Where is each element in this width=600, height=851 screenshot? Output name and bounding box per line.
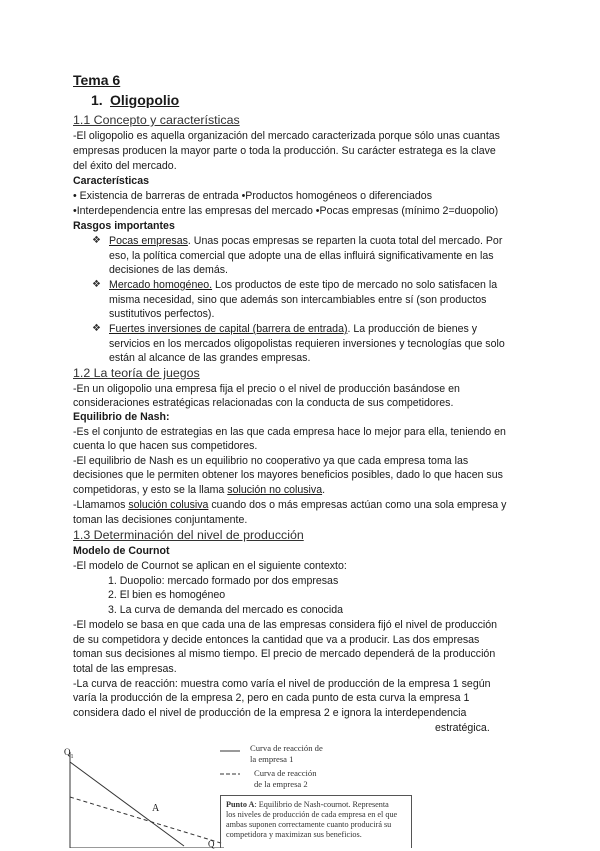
cournot-list-item-3: 3. La curva de demanda del mercado es conocida — [108, 604, 343, 616]
section-1-1-heading: 1.1 Concepto y características — [73, 113, 240, 127]
nash-label: Equilibrio de Nash: — [73, 411, 170, 423]
box-first-rest: : Equilibrio de Nash-cournot. Representa — [254, 800, 389, 809]
nash-2-line-3 — [73, 484, 325, 497]
rasgo-3-line-2: servicios en los mercados oligopolistas requieren inversiones y tecnologías que solo — [109, 338, 505, 350]
section-1-3-heading: 1.3 Determinación del nivel de producción — [73, 528, 304, 542]
s11-intro-line-1: -El oligopolio es aquella organización del mercado caracterizada porque sólo unas cuantas — [73, 130, 500, 142]
colusiva-a: -Llamamos — [73, 499, 129, 511]
rasgo-2-rest: Los productos de este tipo de mercado no solo satisfacen la — [212, 279, 498, 291]
cournot-p1-line-4: total de las empresas. — [73, 663, 177, 675]
rasgo-1-title: Pocas empresas — [109, 235, 188, 247]
rasgo-3-line-3: están al alcance de las grandes empresas. — [109, 352, 311, 364]
box-line-3: ambas suponen correctamente cuanto producirá su — [226, 820, 392, 829]
x-axis-label: Q — [208, 839, 215, 849]
nash-1-line-1: -Es el conjunto de estrategias en las que cada empresa hace lo mejor para ella, teniendo en — [73, 426, 506, 438]
reaction-curve-empresa-2 — [70, 797, 224, 844]
reaction-curve-empresa-1 — [70, 762, 184, 846]
cournot-label: Modelo de Cournot — [73, 545, 170, 557]
rasgo-1-rest: . Unas pocas empresas se reparten la cuota total del mercado. Por — [187, 235, 503, 247]
legend-lines — [220, 748, 242, 778]
s12-intro-line-2: consideraciones estratégicas relacionadas con la conducta de sus competidores. — [73, 397, 454, 409]
title-number: 1. — [91, 92, 103, 108]
nash-1-line-2: cuenta lo que hacen sus competidores. — [73, 440, 258, 452]
diamond-bullet-icon: ❖ — [92, 279, 101, 290]
box-line-4: competidora y maximizan sus beneficios. — [226, 830, 362, 839]
punto-a-box — [220, 795, 412, 848]
nash-2-last-a: competidoras, y esto se la llama — [73, 484, 228, 496]
colusiva-b: cuando dos o más empresas actúan como una sola empresa y — [208, 499, 507, 511]
rasgos-label: Rasgos importantes — [73, 220, 175, 232]
cournot-p2-line-4: estratégica. — [435, 722, 490, 734]
cournot-p1-line-1: -El modelo se basa en que cada una de las empresas considera fijó el nivel de producción — [73, 619, 498, 631]
colusiva-line-2: toman las decisiones conjuntamente. — [73, 514, 248, 526]
page-title: Oligopolio — [110, 92, 180, 108]
nash-2-line-2: decisiones que le permiten obtener los mayores beneficios posibles, dado lo que hacen sus — [73, 469, 503, 481]
box-line-1 — [226, 800, 406, 810]
rasgo-2-line-3: sustitutivos perfectos). — [109, 308, 215, 320]
legend-empresa-2-line-1: Curva de reacción — [254, 768, 317, 778]
section-1-2-heading: 1.2 La teoría de juegos — [73, 366, 200, 380]
rasgo-2-line-1 — [109, 279, 497, 292]
cournot-p2-line-3: considera dado el nivel de producción de la empresa 2 e ignora la interdependencia — [73, 707, 467, 719]
y-axis-label: $Q_1$ — [64, 747, 74, 760]
caracteristicas-label: Características — [73, 175, 149, 187]
s12-intro-line-1: -En un oligopolio una empresa fija el precio o el nivel de producción basándose en — [73, 383, 460, 395]
caracteristicas-line-1: • Existencia de barreras de entrada •Productos homogéneos o diferenciados — [73, 190, 432, 202]
caracteristicas-line-2: •Interdependencia entre las empresas del mercado •Pocas empresas (mínimo 2=duopolio) — [73, 205, 499, 217]
box-line-2: los niveles de producción de cada empresa en el que — [226, 810, 398, 819]
cournot-p2-line-1: -La curva de reacción: muestra como varía el nivel de producción de la empresa 1 según — [73, 678, 491, 690]
cournot-p1-line-3: toman sus decisiones al mismo tiempo. El precio de mercado dependerá de la producción — [73, 648, 496, 660]
rasgo-3-title: Fuertes inversiones de capital (barrera de entrada) — [109, 323, 348, 335]
diamond-bullet-icon: ❖ — [92, 323, 101, 334]
cournot-intro: -El modelo de Cournot se aplican en el siguiente contexto: — [73, 560, 347, 572]
nash-2-last-b: . — [322, 484, 326, 496]
legend-empresa-2-line-2: de la empresa 2 — [254, 779, 308, 789]
rasgo-1-line-3: decisiones de las demás. — [109, 264, 228, 276]
solucion-colusiva: solución colusiva — [128, 499, 209, 511]
cournot-list-item-1: 1. Duopolio: mercado formado por dos empresas — [108, 575, 339, 587]
cournot-list-item-2: 2. El bien es homogéneo — [108, 589, 226, 601]
legend-empresa-1-line-2: la empresa 1 — [250, 754, 294, 764]
rasgo-3-rest: . La producción de bienes y — [347, 323, 478, 335]
rasgo-3-line-1 — [109, 323, 477, 336]
point-a-label: A — [152, 803, 160, 814]
tema-heading: Tema 6 — [73, 72, 121, 88]
s11-intro-line-2: empresas producen la mayor parte o toda la producción. Su carácter estratega es la clave — [73, 145, 496, 157]
diamond-bullet-icon: ❖ — [92, 235, 101, 246]
s11-intro-line-3: del éxito del mercado. — [73, 160, 177, 172]
legend-empresa-1-line-1: Curva de reacción de — [250, 743, 323, 753]
solucion-no-colusiva: solución no colusiva — [227, 484, 323, 496]
reaction-curves-figure — [64, 742, 224, 848]
rasgo-1-line-1 — [109, 235, 502, 248]
colusiva-line-1 — [73, 499, 506, 512]
rasgo-2-title: Mercado homogéneo. — [109, 279, 213, 291]
rasgo-2-line-2: misma necesidad, sino que además son intercambiables entre sí (son productos — [109, 294, 487, 306]
cournot-p2-line-2: varía la producción de la empresa 2, pero en cada punto de esta curva la empresa 1 — [73, 692, 470, 704]
cournot-p1-line-2: de su competidora y decide entonces la cantidad que va a producir. Las dos empresas — [73, 634, 480, 646]
rasgo-1-line-2: eso, la política comercial que adopte una de ellas influirá significativamente en las — [109, 250, 494, 262]
nash-2-line-1: -El equilibrio de Nash es un equilibrio no cooperativo ya que cada empresa toma las — [73, 455, 469, 467]
box-title: Punto A — [226, 800, 255, 809]
